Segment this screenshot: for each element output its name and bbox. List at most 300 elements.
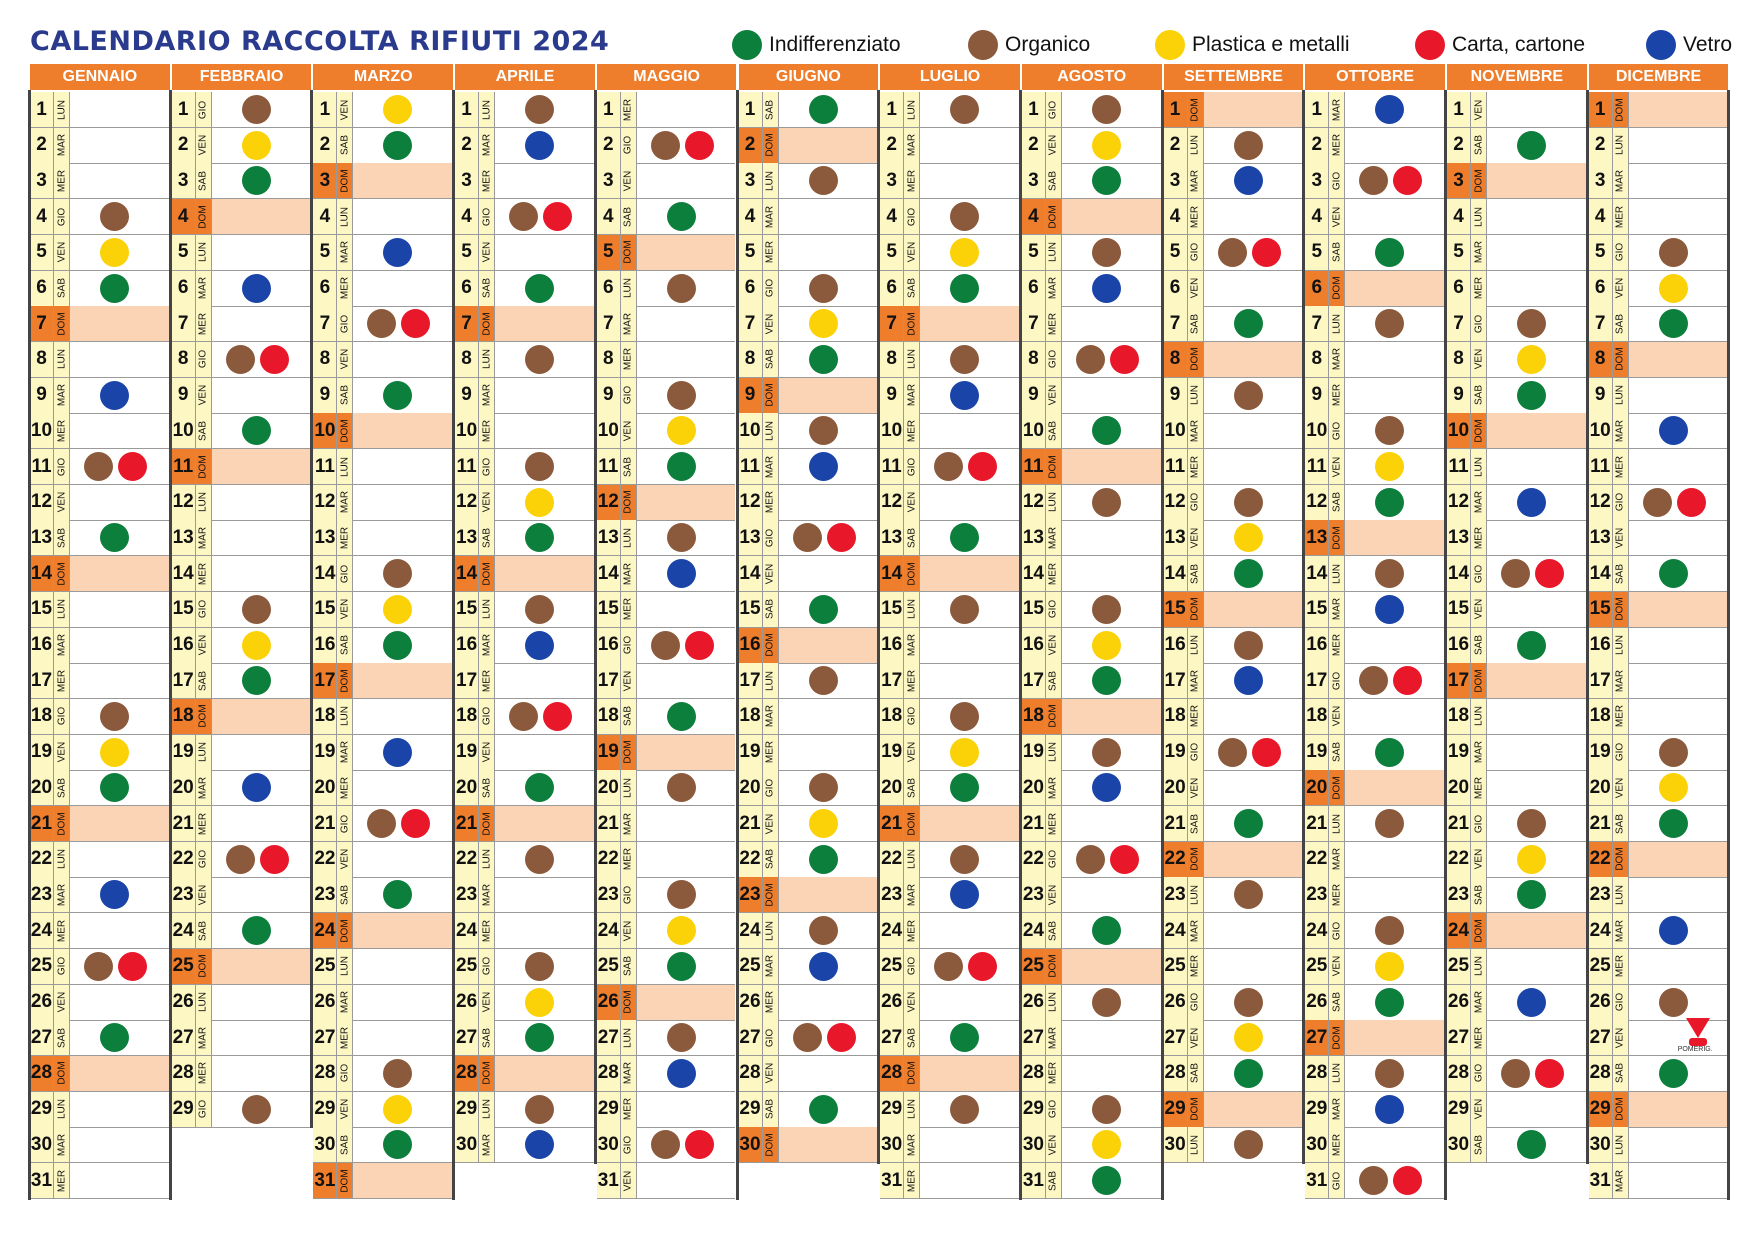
day-row bbox=[30, 770, 169, 806]
collection-slot bbox=[920, 485, 1019, 520]
weekday-text: LUN bbox=[197, 742, 209, 763]
day-row bbox=[1447, 556, 1586, 592]
collection-slot bbox=[1345, 199, 1444, 234]
weekday-label bbox=[1329, 949, 1345, 984]
collection-slot bbox=[779, 806, 878, 841]
weekday-label bbox=[1046, 592, 1062, 627]
weekday-label bbox=[621, 663, 637, 698]
collection-slot bbox=[1062, 770, 1161, 805]
weekday-text: MER bbox=[1189, 955, 1201, 978]
day-number: 1 bbox=[739, 92, 763, 127]
day-row bbox=[739, 128, 878, 164]
day-number: 4 bbox=[30, 199, 54, 234]
day-number: 6 bbox=[1164, 271, 1188, 306]
day-row bbox=[1589, 485, 1728, 521]
green-dot-icon bbox=[1092, 666, 1121, 695]
day-number: 12 bbox=[1022, 485, 1046, 520]
day-row bbox=[455, 520, 594, 556]
day-number: 27 bbox=[455, 1020, 479, 1055]
day-number: 27 bbox=[1022, 1020, 1046, 1055]
collection-slot bbox=[1629, 842, 1728, 877]
weekday-text: LUN bbox=[339, 456, 351, 477]
weekday-label bbox=[1046, 877, 1062, 912]
weekday-label bbox=[763, 556, 779, 591]
weekday-label bbox=[337, 449, 353, 484]
day-row bbox=[1589, 1092, 1728, 1128]
weekday-label bbox=[479, 342, 495, 377]
weekday-text: VEN bbox=[1473, 599, 1484, 620]
yellow-dot-icon bbox=[1234, 1023, 1263, 1052]
day-row bbox=[1447, 92, 1586, 128]
day-number: 28 bbox=[1022, 1056, 1046, 1091]
day-row bbox=[880, 628, 1019, 664]
collection-slot bbox=[1345, 378, 1444, 413]
day-number: 28 bbox=[1589, 1056, 1613, 1091]
weekday-text: LUN bbox=[1047, 742, 1059, 763]
day-number: 23 bbox=[739, 877, 763, 912]
day-row bbox=[1305, 592, 1444, 628]
blue-dot-icon bbox=[1517, 988, 1546, 1017]
weekday-label bbox=[904, 1020, 920, 1055]
day-row bbox=[1589, 1163, 1728, 1199]
collection-slot bbox=[353, 378, 452, 413]
blue-dot-icon bbox=[1517, 488, 1546, 517]
collection-slot bbox=[212, 628, 311, 663]
day-number: 26 bbox=[1164, 985, 1188, 1020]
weekday-text: DOM bbox=[764, 383, 776, 407]
day-number: 14 bbox=[455, 556, 479, 591]
weekday-label bbox=[479, 520, 495, 555]
day-row bbox=[1305, 913, 1444, 949]
weekday-text: SAB bbox=[1473, 1134, 1484, 1155]
day-row bbox=[30, 1163, 169, 1199]
weekday-label bbox=[479, 271, 495, 306]
weekday-text: LUN bbox=[622, 527, 634, 548]
weekday-text: DOM bbox=[56, 1061, 67, 1086]
weekday-text: MER bbox=[1047, 312, 1059, 335]
day-row bbox=[313, 806, 452, 842]
day-number: 10 bbox=[1022, 413, 1046, 448]
weekday-text: SAB bbox=[906, 1027, 918, 1048]
brown-dot-icon bbox=[1359, 166, 1388, 195]
day-row bbox=[172, 378, 311, 414]
weekday-label bbox=[479, 913, 495, 948]
weekday-text: DOM bbox=[197, 454, 209, 479]
day-number: 3 bbox=[1305, 163, 1329, 198]
green-dot-icon bbox=[525, 523, 554, 552]
day-number: 16 bbox=[172, 628, 196, 663]
weekday-label bbox=[479, 378, 495, 413]
weekday-text: MAR bbox=[1473, 241, 1484, 264]
weekday-text: MAR bbox=[1189, 419, 1201, 442]
day-number: 26 bbox=[1022, 985, 1046, 1020]
day-row bbox=[1305, 1020, 1444, 1056]
day-number: 23 bbox=[1447, 877, 1471, 912]
collection-slot bbox=[779, 92, 878, 127]
weekday-text: GIO bbox=[1047, 350, 1059, 369]
day-number: 22 bbox=[880, 842, 904, 877]
weekday-label bbox=[763, 163, 779, 198]
collection-slot bbox=[70, 342, 169, 377]
collection-slot bbox=[637, 235, 736, 270]
green-dot-icon bbox=[950, 274, 979, 303]
weekday-label bbox=[337, 1092, 353, 1127]
green-dot-icon bbox=[242, 916, 271, 945]
brown-dot-icon bbox=[1218, 738, 1247, 767]
collection-slot bbox=[1345, 628, 1444, 663]
day-row bbox=[1022, 235, 1161, 271]
weekday-label bbox=[1329, 342, 1345, 377]
weekday-label bbox=[1188, 485, 1204, 520]
day-row bbox=[597, 235, 736, 271]
day-number: 16 bbox=[1589, 628, 1613, 663]
day-number: 5 bbox=[313, 235, 337, 270]
day-row bbox=[455, 628, 594, 664]
weekday-label bbox=[196, 556, 212, 591]
brown-dot-icon bbox=[1375, 809, 1404, 838]
collection-slot bbox=[353, 163, 452, 198]
weekday-text: MAR bbox=[1331, 848, 1343, 871]
day-row bbox=[1022, 92, 1161, 128]
weekday-label bbox=[1046, 1056, 1062, 1091]
day-row bbox=[1022, 1056, 1161, 1092]
day-number: 3 bbox=[1589, 163, 1613, 198]
weekday-text: LUN bbox=[764, 420, 776, 441]
weekday-label bbox=[1188, 699, 1204, 734]
day-number: 7 bbox=[1305, 306, 1329, 341]
weekday-text: MAR bbox=[1047, 776, 1059, 799]
day-row bbox=[739, 449, 878, 485]
weekday-text: VEN bbox=[1047, 884, 1059, 906]
weekday-text: GIO bbox=[1614, 992, 1626, 1012]
weekday-text: DOM bbox=[906, 1061, 918, 1086]
day-number: 22 bbox=[313, 842, 337, 877]
weekday-label bbox=[337, 663, 353, 698]
weekday-label bbox=[196, 378, 212, 413]
yellow-dot-icon bbox=[667, 916, 696, 945]
day-number: 26 bbox=[739, 985, 763, 1020]
collection-slot bbox=[353, 1020, 452, 1055]
collection-slot bbox=[779, 485, 878, 520]
collection-slot bbox=[637, 1020, 736, 1055]
collection-slot bbox=[1629, 199, 1728, 234]
day-row bbox=[1164, 806, 1303, 842]
day-row bbox=[1164, 1127, 1303, 1163]
collection-slot bbox=[1062, 1127, 1161, 1162]
weekday-label bbox=[1188, 378, 1204, 413]
collection-slot bbox=[1629, 806, 1728, 841]
weekday-text: VEN bbox=[906, 991, 918, 1013]
weekday-label bbox=[904, 1127, 920, 1162]
day-row bbox=[313, 628, 452, 664]
day-row bbox=[1164, 1020, 1303, 1056]
weekday-label bbox=[1046, 1092, 1062, 1127]
weekday-text: DOM bbox=[622, 740, 634, 764]
brown-dot-icon bbox=[950, 202, 979, 231]
collection-slot bbox=[353, 235, 452, 270]
day-number: 30 bbox=[1305, 1127, 1329, 1162]
weekday-text: GIO bbox=[1189, 742, 1201, 762]
weekday-text: VEN bbox=[1047, 134, 1059, 156]
day-number: 25 bbox=[172, 949, 196, 984]
collection-slot bbox=[779, 163, 878, 198]
day-row bbox=[30, 735, 169, 771]
collection-slot bbox=[353, 485, 452, 520]
collection-slot bbox=[70, 699, 169, 734]
day-row bbox=[1589, 271, 1728, 307]
collection-slot bbox=[637, 592, 736, 627]
legend-item-carta-cartone bbox=[1415, 30, 1585, 60]
legend-item-vetro bbox=[1646, 30, 1732, 60]
day-number: 2 bbox=[880, 128, 904, 163]
day-number: 21 bbox=[30, 806, 54, 841]
weekday-label bbox=[196, 92, 212, 127]
collection-slot bbox=[1345, 485, 1444, 520]
weekday-label bbox=[1329, 913, 1345, 948]
brown-dot-icon bbox=[968, 30, 998, 60]
weekday-text: MAR bbox=[764, 955, 776, 978]
day-number: 9 bbox=[313, 378, 337, 413]
day-number: 17 bbox=[30, 663, 54, 698]
weekday-label bbox=[337, 913, 353, 948]
weekday-label bbox=[54, 1056, 70, 1091]
day-row bbox=[1589, 163, 1728, 199]
day-number: 13 bbox=[30, 520, 54, 555]
weekday-text: LUN bbox=[906, 349, 918, 370]
day-number: 21 bbox=[1022, 806, 1046, 841]
weekday-text: MER bbox=[1331, 1133, 1343, 1156]
day-row bbox=[455, 92, 594, 128]
blue-dot-icon bbox=[525, 131, 554, 160]
collection-slot bbox=[1487, 770, 1586, 805]
weekday-label bbox=[54, 306, 70, 341]
weekday-text: SAB bbox=[197, 920, 209, 941]
day-number: 2 bbox=[1305, 128, 1329, 163]
day-number: 21 bbox=[597, 806, 621, 841]
weekday-label bbox=[1329, 985, 1345, 1020]
weekday-label bbox=[621, 92, 637, 127]
day-row bbox=[739, 199, 878, 235]
day-row bbox=[739, 92, 878, 128]
collection-slot bbox=[1629, 770, 1728, 805]
day-number: 30 bbox=[313, 1127, 337, 1162]
collection-slot bbox=[1345, 342, 1444, 377]
weekday-text: VEN bbox=[1331, 206, 1343, 227]
day-number: 4 bbox=[1164, 199, 1188, 234]
day-row bbox=[880, 342, 1019, 378]
collection-slot bbox=[1345, 1163, 1444, 1198]
blue-dot-icon bbox=[242, 773, 271, 802]
weekday-label bbox=[337, 1056, 353, 1091]
day-row bbox=[1447, 449, 1586, 485]
day-row bbox=[1022, 735, 1161, 771]
day-number: 29 bbox=[1447, 1092, 1471, 1127]
weekday-text: LUN bbox=[1473, 706, 1484, 727]
weekday-text: MER bbox=[1614, 205, 1626, 228]
weekday-text: DOM bbox=[906, 561, 918, 586]
day-number: 11 bbox=[30, 449, 54, 484]
collection-slot bbox=[1487, 985, 1586, 1020]
weekday-label bbox=[1329, 520, 1345, 555]
day-number: 9 bbox=[455, 378, 479, 413]
collection-slot bbox=[353, 663, 452, 698]
brown-dot-icon bbox=[242, 95, 271, 124]
collection-slot bbox=[70, 163, 169, 198]
weekday-text: DOM bbox=[339, 419, 351, 443]
weekday-text: SAB bbox=[906, 277, 918, 299]
weekday-label bbox=[904, 449, 920, 484]
brown-dot-icon bbox=[1659, 738, 1688, 767]
day-number: 16 bbox=[313, 628, 337, 663]
collection-slot bbox=[495, 592, 594, 627]
day-row bbox=[1164, 520, 1303, 556]
day-number: 1 bbox=[1164, 92, 1188, 127]
day-row bbox=[880, 663, 1019, 699]
collection-slot bbox=[212, 913, 311, 948]
day-row bbox=[1447, 1127, 1586, 1163]
weekday-label bbox=[1188, 592, 1204, 627]
weekday-text: VEN bbox=[481, 741, 493, 763]
day-number: 15 bbox=[597, 592, 621, 627]
day-number: 12 bbox=[1447, 485, 1471, 520]
day-row bbox=[1447, 235, 1586, 271]
collection-slot bbox=[920, 985, 1019, 1020]
weekday-label bbox=[337, 342, 353, 377]
weekday-text: MAR bbox=[56, 383, 67, 407]
day-row bbox=[739, 235, 878, 271]
weekday-text: MAR bbox=[906, 383, 918, 407]
brown-dot-icon bbox=[1218, 238, 1247, 267]
day-row bbox=[1305, 342, 1444, 378]
weekday-label bbox=[1613, 735, 1629, 770]
day-row bbox=[1447, 842, 1586, 878]
yellow-dot-icon bbox=[1517, 845, 1546, 874]
day-row bbox=[880, 271, 1019, 307]
weekday-text: VEN bbox=[339, 1098, 351, 1120]
weekday-label bbox=[337, 842, 353, 877]
collection-slot bbox=[1345, 306, 1444, 341]
weekday-text: MER bbox=[622, 598, 634, 621]
day-row bbox=[597, 163, 736, 199]
weekday-text: SAB bbox=[1331, 242, 1343, 263]
collection-slot bbox=[1629, 877, 1728, 912]
day-number: 28 bbox=[172, 1056, 196, 1091]
red-dot-icon bbox=[1393, 1166, 1422, 1195]
day-number: 13 bbox=[1164, 520, 1188, 555]
weekday-text: LUN bbox=[481, 99, 493, 120]
brown-dot-icon bbox=[667, 523, 696, 552]
weekday-text: MER bbox=[622, 1097, 634, 1121]
day-number: 31 bbox=[1022, 1163, 1046, 1198]
day-number: 3 bbox=[172, 163, 196, 198]
day-row bbox=[455, 128, 594, 164]
weekday-text: LUN bbox=[1189, 634, 1201, 656]
weekday-label bbox=[763, 699, 779, 734]
day-number: 7 bbox=[597, 306, 621, 341]
day-number: 15 bbox=[30, 592, 54, 627]
day-row bbox=[1589, 949, 1728, 985]
weekday-text: DOM bbox=[1331, 776, 1343, 800]
weekday-label bbox=[1188, 628, 1204, 663]
weekday-label bbox=[196, 520, 212, 555]
weekday-text: LUN bbox=[339, 206, 351, 227]
weekday-text: LUN bbox=[622, 277, 634, 299]
day-number: 17 bbox=[1589, 663, 1613, 698]
weekday-label bbox=[54, 1020, 70, 1055]
day-number: 21 bbox=[313, 806, 337, 841]
collection-slot bbox=[495, 735, 594, 770]
yellow-dot-icon bbox=[100, 238, 129, 267]
day-row bbox=[739, 806, 878, 842]
day-number: 12 bbox=[1164, 485, 1188, 520]
weekday-label bbox=[1471, 235, 1487, 270]
day-number: 29 bbox=[880, 1092, 904, 1127]
brown-dot-icon bbox=[1375, 559, 1404, 588]
day-number: 23 bbox=[30, 877, 54, 912]
collection-slot bbox=[637, 735, 736, 770]
day-row bbox=[1022, 913, 1161, 949]
day-number: 31 bbox=[1589, 1163, 1613, 1198]
collection-slot bbox=[70, 663, 169, 698]
weekday-text: LUN bbox=[197, 242, 209, 263]
green-dot-icon bbox=[950, 1023, 979, 1052]
collection-slot bbox=[637, 949, 736, 984]
collection-slot bbox=[920, 413, 1019, 448]
weekday-label bbox=[1329, 128, 1345, 163]
collection-slot bbox=[495, 1127, 594, 1162]
collection-slot bbox=[212, 271, 311, 306]
collection-slot bbox=[920, 1056, 1019, 1091]
collection-slot bbox=[212, 592, 311, 627]
day-row bbox=[597, 199, 736, 235]
day-row bbox=[313, 485, 452, 521]
collection-slot bbox=[70, 128, 169, 163]
month-header: SETTEMBRE bbox=[1164, 64, 1306, 90]
day-number: 13 bbox=[1022, 520, 1046, 555]
day-number: 12 bbox=[172, 485, 196, 520]
brown-dot-icon bbox=[1092, 95, 1121, 124]
day-number: 6 bbox=[313, 271, 337, 306]
weekday-text: VEN bbox=[339, 599, 351, 620]
day-number: 18 bbox=[455, 699, 479, 734]
day-number: 16 bbox=[455, 628, 479, 663]
day-row bbox=[30, 235, 169, 271]
day-row bbox=[455, 949, 594, 985]
day-row bbox=[172, 1020, 311, 1056]
day-row bbox=[455, 342, 594, 378]
day-number: 15 bbox=[1164, 592, 1188, 627]
collection-slot bbox=[212, 342, 311, 377]
collection-slot bbox=[1062, 378, 1161, 413]
day-row bbox=[172, 1092, 311, 1128]
weekday-text: MER bbox=[764, 491, 776, 514]
collection-slot bbox=[1345, 806, 1444, 841]
day-number: 18 bbox=[1022, 699, 1046, 734]
collection-slot bbox=[1062, 128, 1161, 163]
weekday-label bbox=[479, 1127, 495, 1162]
collection-slot bbox=[920, 592, 1019, 627]
weekday-text: VEN bbox=[197, 134, 209, 156]
day-row bbox=[1022, 699, 1161, 735]
day-number: 18 bbox=[30, 699, 54, 734]
green-dot-icon bbox=[1659, 809, 1688, 838]
red-dot-icon bbox=[685, 131, 714, 160]
collection-slot bbox=[353, 128, 452, 163]
weekday-label bbox=[1471, 1092, 1487, 1127]
day-row bbox=[597, 413, 736, 449]
collection-slot bbox=[779, 1056, 878, 1091]
brown-dot-icon bbox=[367, 309, 396, 338]
